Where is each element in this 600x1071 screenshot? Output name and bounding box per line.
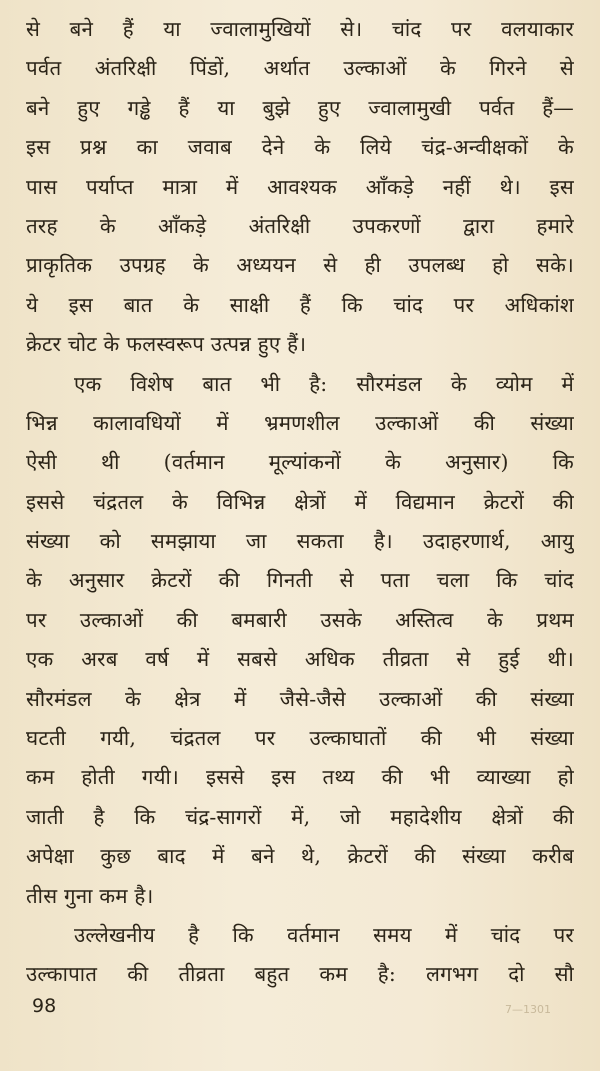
text-line: एक विशेष बात भी है: सौरमंडल के व्योम में	[74, 371, 574, 396]
text-line: पास पर्याप्त मात्रा में आवश्यक आँकड़े नहीं थे। इस	[26, 174, 574, 199]
footer-mark: 7—1301	[505, 1003, 551, 1016]
text-line: संख्या को समझाया जा सकता है। उदाहरणार्थ, आयु	[26, 529, 574, 554]
text-line: सौरमंडल के क्षेत्र में जैसे-जैसे उल्काओं की संख्या	[26, 686, 574, 711]
text-line: जाती है कि चंद्र-सागरों में, जो महादेशीय क्षेत्रों की	[26, 804, 574, 829]
text-line: से बने हैं या ज्वालामुखियों से। चांद पर वलयाकार	[26, 17, 574, 41]
text-line: इस प्रश्न का जवाब देने के लिये चंद्र-अन्वीक्षकों के	[26, 135, 574, 160]
text-line: तीस गुना कम है।	[26, 883, 154, 908]
text-line: कम होती गयी। इससे इस तथ्य की भी व्याख्या हो	[26, 765, 574, 790]
text-line: बने हुए गड्ढे हैं या बुझे हुए ज्वालामुखी पर्वत हैं—	[26, 95, 574, 120]
text-line: भिन्न कालावधियों में भ्रमणशील उल्काओं की संख्या	[26, 410, 574, 435]
text-line: प्राकृतिक उपग्रह के अध्ययन से ही उपलब्ध हो सके।	[26, 253, 574, 278]
page-number: 98	[32, 995, 57, 1017]
text-line: उल्लेखनीय है कि वर्तमान समय में चांद पर	[74, 922, 574, 947]
text-line: के अनुसार क्रेटरों की गिनती से पता चला कि चांद	[26, 568, 574, 593]
text-line: क्रेटर चोट के फलस्वरूप उत्पन्न हुए हैं।	[26, 332, 307, 357]
text-line: पर उल्काओं की बमबारी उसके अस्तित्व के प्रथम	[26, 607, 574, 632]
body-text	[26, 10, 574, 995]
text-line: तरह के आँकड़े अंतरिक्षी उपकरणों द्वारा हमारे	[26, 213, 574, 238]
text-line: ये इस बात के साक्षी हैं कि चांद पर अधिकांश	[26, 292, 574, 317]
text-line: इससे चंद्रतल के विभिन्न क्षेत्रों में विद्यमान क्रेटरों की	[26, 489, 574, 514]
text-line: उल्कापात की तीव्रता बहुत कम है: लगभग दो सौ	[26, 962, 574, 987]
text-line: पर्वत अंतरिक्षी पिंडों, अर्थात उल्काओं के गिरने से	[26, 56, 574, 81]
text-line: एक अरब वर्ष में सबसे अधिक तीव्रता से हुई थी।	[26, 647, 574, 672]
text-line: ऐसी थी (वर्तमान मूल्यांकनों के अनुसार) कि	[26, 450, 574, 475]
text-line: घटती गयी, चंद्रतल पर उल्काघातों की भी संख्या	[26, 726, 574, 751]
text-line: अपेक्षा कुछ बाद में बने थे, क्रेटरों की संख्या करीब	[26, 844, 574, 869]
